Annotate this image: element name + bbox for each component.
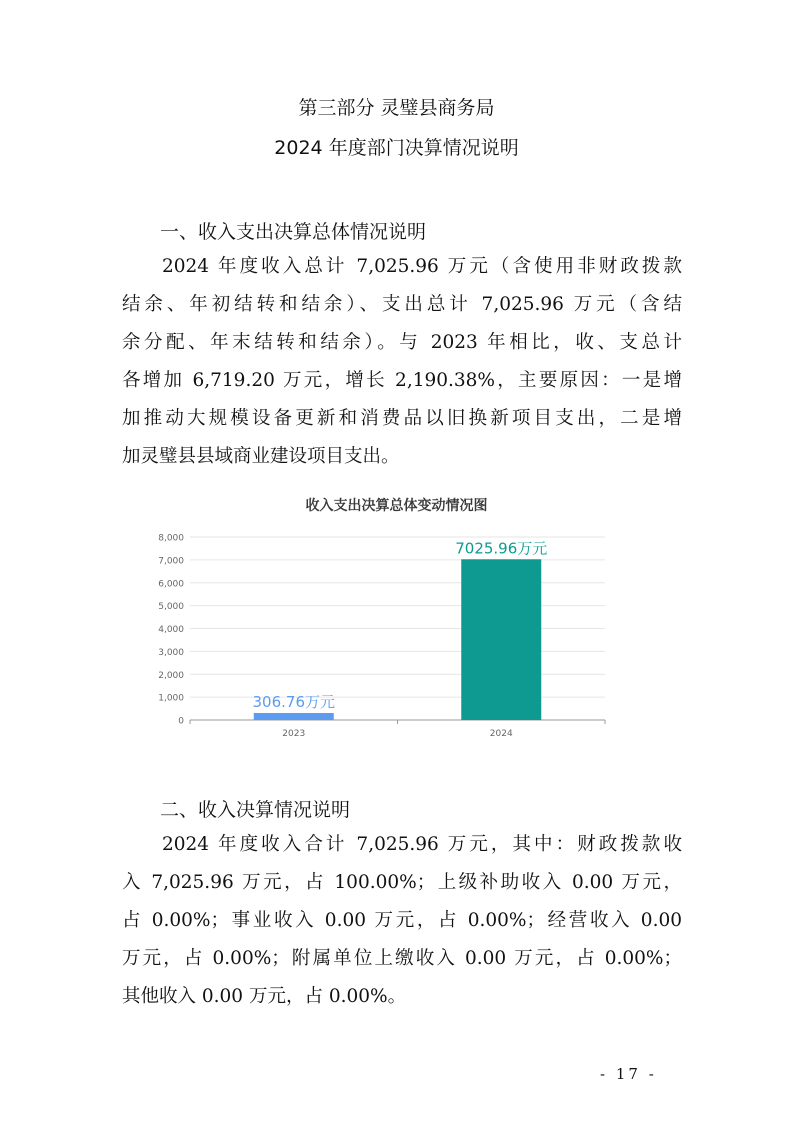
data-label: 7025.96万元 — [455, 539, 548, 558]
x-tick-label: 2023 — [282, 729, 306, 739]
page-number: - 17 - — [600, 1065, 657, 1083]
doc-title-line1: 第三部分 灵璧县商务局 — [298, 97, 495, 119]
y-tick-label: 5,000 — [158, 602, 184, 613]
y-tick-label: 6,000 — [158, 579, 184, 590]
income-expense-bar-chart — [150, 525, 620, 750]
y-tick-label: 8,000 — [158, 533, 184, 544]
chart-title: 收入支出决算总体变动情况图 — [305, 498, 488, 514]
paragraph-line: 2024 年度收入总计 7,025.96 万元（含使用非财政拨款 — [162, 256, 682, 277]
paragraph-line: 结余、年初结转和结余）、支出总计 7,025.96 万元（含结 — [122, 294, 682, 315]
paragraph-line: 入 7,025.96 万元，占 100.00%；上级补助收入 0.00 万元， — [122, 872, 682, 893]
paragraph-line: 占 0.00%；事业收入 0.00 万元，占 0.00%；经营收入 0.00 — [122, 910, 682, 931]
section2-paragraph — [122, 826, 682, 1016]
paragraph-line: 余分配、年末结转和结余）。与 2023 年相比，收、支总计 — [122, 332, 682, 353]
paragraph-line: 加灵璧县县域商业建设项目支出。 — [122, 446, 400, 467]
y-tick-label: 2,000 — [158, 670, 184, 681]
bar-2023 — [254, 713, 334, 720]
paragraph-line: 万元，占 0.00%；附属单位上缴收入 0.00 万元，占 0.00%； — [122, 948, 682, 969]
paragraph-line: 加推动大规模设备更新和消费品以旧换新项目支出，二是增 — [122, 408, 682, 429]
paragraph-line: 其他收入 0.00 万元，占 0.00%。 — [122, 986, 407, 1007]
doc-title-line2: 2024 年度部门决算情况说明 — [274, 137, 519, 159]
section1-heading: 一、收入支出决算总体情况说明 — [160, 221, 427, 243]
y-tick-label: 0 — [178, 716, 184, 727]
y-tick-label: 4,000 — [158, 625, 184, 635]
y-tick-label: 7,000 — [158, 556, 184, 567]
y-tick-label: 1,000 — [158, 693, 184, 704]
y-tick-label: 3,000 — [158, 647, 184, 658]
bar-2024 — [461, 559, 541, 720]
section2-heading: 二、收入决算情况说明 — [160, 799, 351, 821]
x-tick-label: 2024 — [489, 729, 513, 739]
data-label: 306.76万元 — [252, 692, 335, 711]
section1-paragraph — [122, 248, 682, 476]
paragraph-line: 各增加 6,719.20 万元，增长 2,190.38%，主要原因：一是增 — [122, 370, 682, 391]
paragraph-line: 2024 年度收入合计 7,025.96 万元，其中：财政拨款收 — [162, 834, 682, 855]
